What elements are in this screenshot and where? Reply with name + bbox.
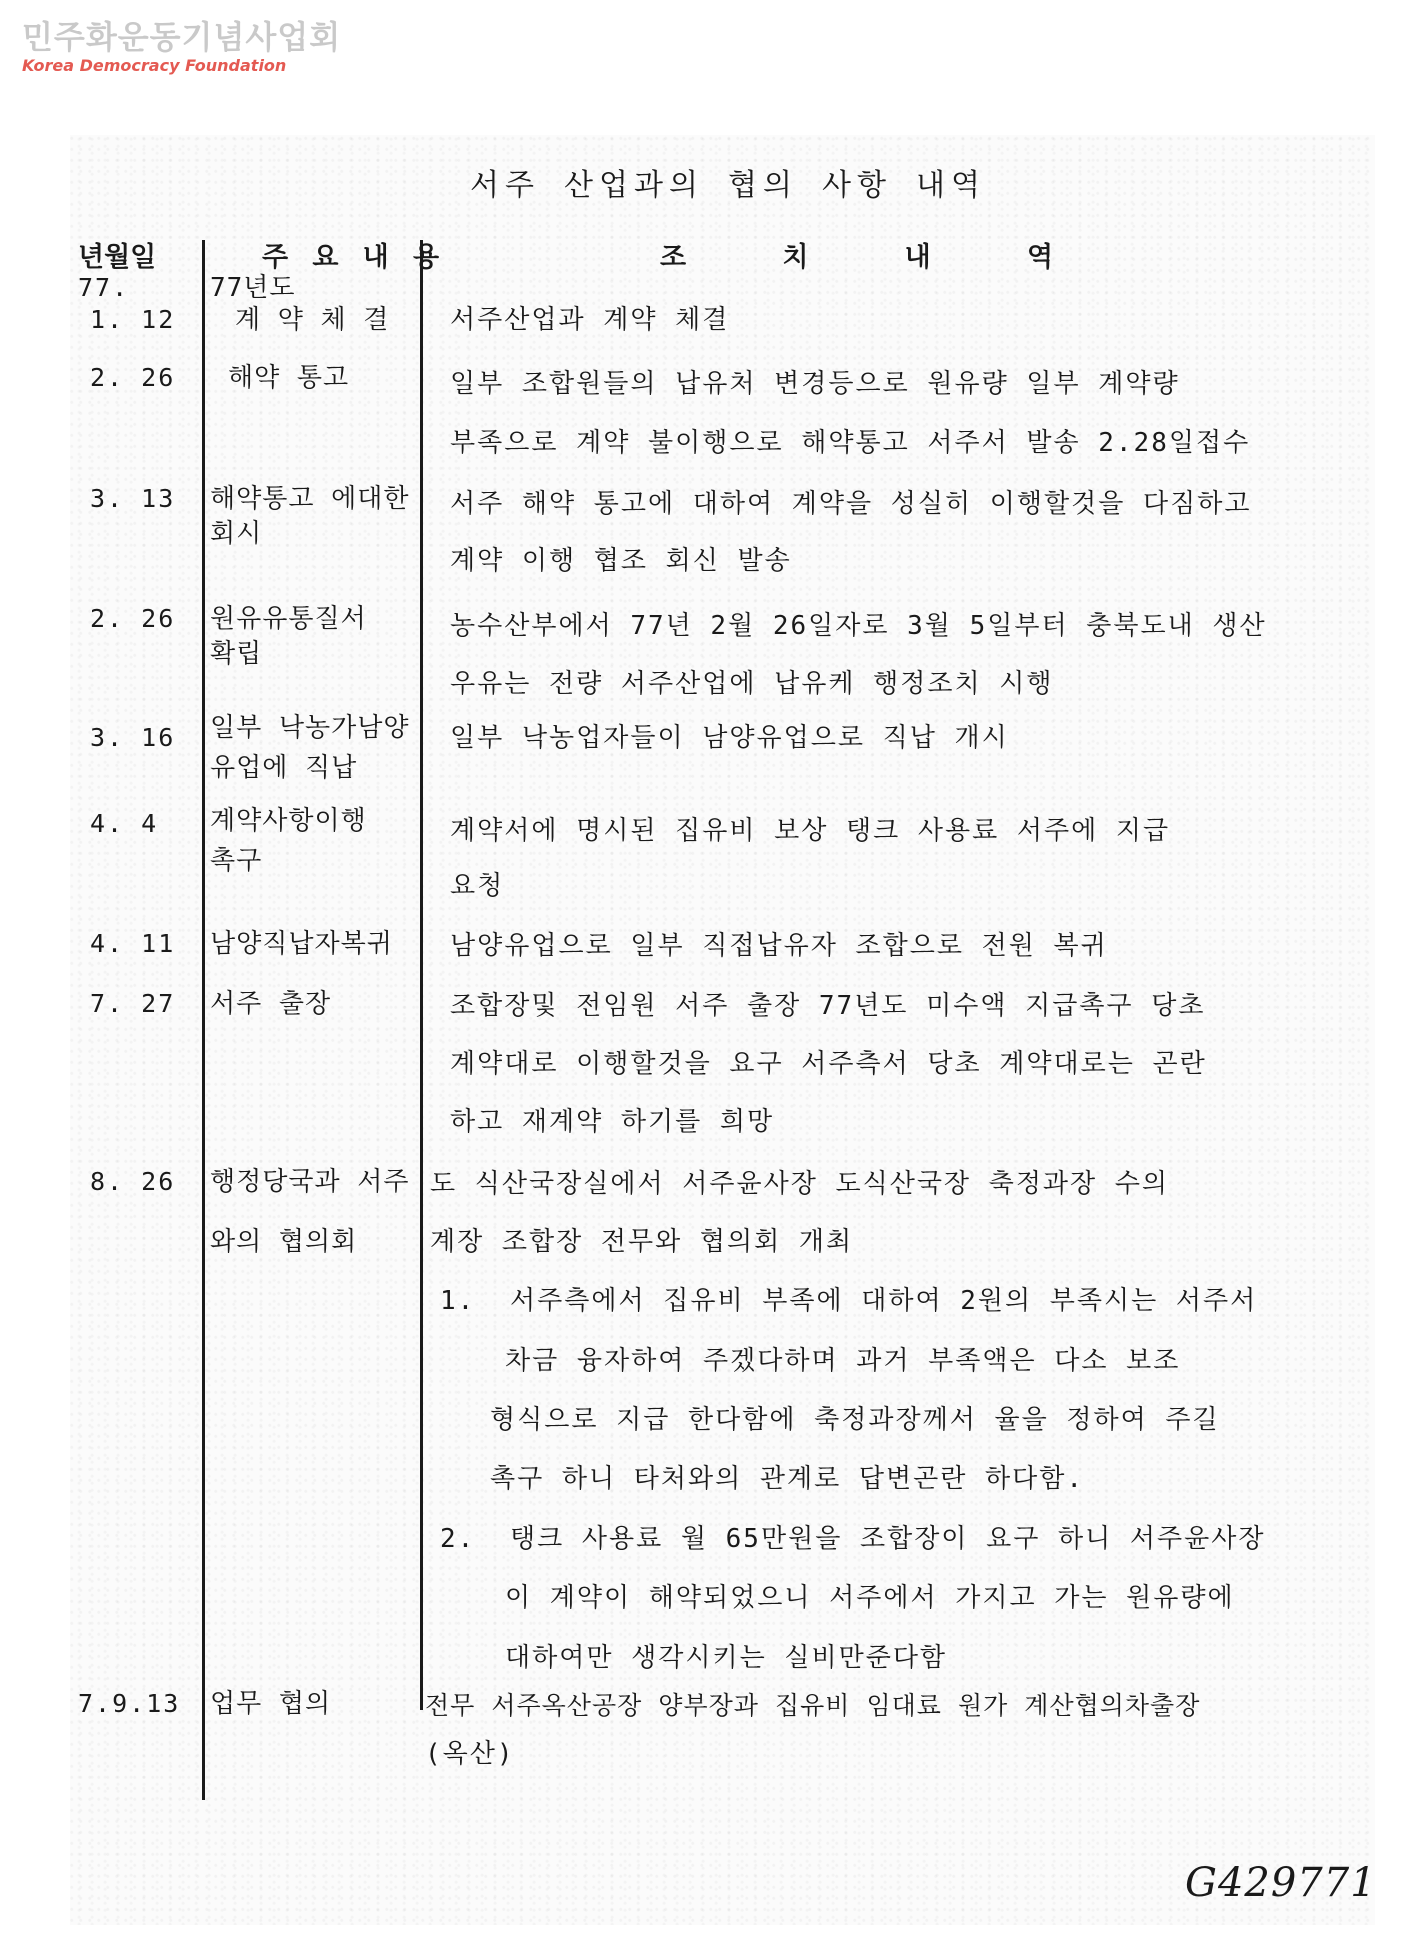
watermark-english: Korea Democracy Foundation bbox=[22, 56, 287, 75]
entry-topic: 회시 bbox=[210, 519, 263, 549]
sub-item-line: 촉구 하니 타처와의 관계로 답변곤란 하다함. bbox=[490, 1464, 1085, 1494]
entry-topic: 해약통고 에대한 bbox=[210, 484, 410, 514]
entry-topic: 일부 낙농가남양 bbox=[210, 713, 410, 743]
entry-detail: 계약서에 명시된 집유비 보상 탱크 사용료 서주에 지급 bbox=[450, 816, 1171, 846]
header-detail: 조 치 내 역 bbox=[660, 242, 1054, 273]
entry-detail: 도 식산국장실에서 서주윤사장 도식산국장 축정과장 수의 bbox=[430, 1169, 1170, 1199]
entry-detail: 일부 낙농업자들이 남양유업으로 직납 개시 bbox=[450, 723, 1009, 753]
entry-topic: 촉구 bbox=[210, 846, 263, 876]
entry-detail: 계장 조합장 전무와 협의회 개최 bbox=[430, 1227, 854, 1257]
entry-date: 4. 4 bbox=[90, 809, 159, 838]
sub-item-line: 차금 융자하여 주겠다하며 과거 부족액은 다소 보조 bbox=[505, 1346, 1181, 1376]
entry-topic: 행정당국과 서주 bbox=[210, 1167, 410, 1197]
entry-detail: 부족으로 계약 불이행으로 해약통고 서주서 발송 2.28일접수 bbox=[450, 428, 1251, 458]
entry-detail: 계약대로 이행할것을 요구 서주측서 당초 계약대로는 곤란 bbox=[450, 1049, 1207, 1079]
sub-item-line: 이 계약이 해약되었으니 서주에서 가지고 가는 원유량에 bbox=[505, 1583, 1235, 1613]
entry-topic: 와의 협의회 bbox=[210, 1227, 358, 1257]
entry-topic: 원유유통질서 bbox=[210, 604, 367, 634]
entry-topic: 업무 협의 bbox=[210, 1689, 332, 1719]
entry-date: 7.9.13 bbox=[78, 1689, 181, 1718]
entry-detail: 서주산업과 계약 체결 bbox=[450, 305, 730, 335]
entry-topic: 해약 통고 bbox=[228, 363, 350, 393]
entry-date: 1. 12 bbox=[90, 305, 176, 334]
entry-detail: 농수산부에서 77년 2월 26일자로 3월 5일부터 충북도내 생산 bbox=[450, 611, 1267, 641]
entry-detail: 계약 이행 협조 회신 발송 bbox=[450, 546, 792, 576]
sub-item-line: 형식으로 지급 한다함에 축정과장께서 율을 정하여 주길 bbox=[490, 1405, 1220, 1435]
entry-topic: 유업에 직납 bbox=[210, 753, 358, 783]
entry-date: 8. 26 bbox=[90, 1167, 176, 1196]
entry-topic: 확립 bbox=[210, 639, 263, 669]
sub-item-number: 1. bbox=[440, 1286, 476, 1316]
entry-topic: 계 약 체 결 bbox=[235, 305, 390, 335]
year-label: 77. bbox=[78, 273, 130, 302]
entry-detail: 요청 bbox=[450, 871, 505, 901]
entry-date: 3. 16 bbox=[90, 723, 176, 752]
header-topic: 주 요 내 용 bbox=[262, 242, 444, 273]
entry-topic: 계약사항이행 bbox=[210, 806, 367, 836]
foundation-watermark bbox=[22, 18, 341, 76]
header-date: 년월일 bbox=[78, 242, 157, 273]
entry-topic: 남양직납자복귀 bbox=[210, 929, 393, 959]
entry-detail: (옥산) bbox=[425, 1739, 515, 1769]
watermark-korean: 민주화운동기념사업회 bbox=[22, 18, 342, 56]
sub-item-line: 서주측에서 집유비 부족에 대하여 2원의 부족시는 서주서 bbox=[510, 1286, 1258, 1316]
entry-date: 2. 26 bbox=[90, 363, 176, 392]
entry-detail: 조합장및 전임원 서주 출장 77년도 미수액 지급촉구 당초 bbox=[450, 991, 1206, 1021]
sub-item-number: 2. bbox=[440, 1524, 476, 1554]
entry-detail: 남양유업으로 일부 직접납유자 조합으로 전원 복귀 bbox=[450, 931, 1108, 961]
entry-date: 7. 27 bbox=[90, 989, 176, 1018]
column-divider-1 bbox=[202, 240, 205, 1800]
entry-detail: 하고 재계약 하기를 희망 bbox=[450, 1107, 775, 1137]
entry-topic: 서주 출장 bbox=[210, 989, 332, 1019]
sub-item-line: 탱크 사용료 월 65만원을 조합장이 요구 하니 서주윤사장 bbox=[510, 1524, 1266, 1554]
entry-date: 2. 26 bbox=[90, 604, 176, 633]
column-divider-2 bbox=[420, 240, 423, 1710]
entry-date: 3. 13 bbox=[90, 484, 176, 513]
document-number: G429771 bbox=[1185, 1860, 1377, 1906]
entry-detail: 서주 해약 통고에 대하여 계약을 성실히 이행할것을 다짐하고 bbox=[450, 489, 1252, 519]
document-title: 서주 산업과의 협의 사항 내역 bbox=[470, 168, 987, 203]
year-topic-label: 77년도 bbox=[210, 273, 296, 303]
entry-date: 4. 11 bbox=[90, 929, 176, 958]
entry-detail: 일부 조합원들의 납유처 변경등으로 원유량 일부 계약량 bbox=[450, 369, 1180, 399]
sub-item-line: 대하여만 생각시키는 실비만준다함 bbox=[505, 1643, 948, 1673]
entry-detail: 우유는 전량 서주산업에 납유케 행정조치 시행 bbox=[450, 669, 1054, 699]
entry-detail: 전무 서주옥산공장 양부장과 집유비 임대료 원가 계산협의차출장 bbox=[425, 1691, 1201, 1720]
